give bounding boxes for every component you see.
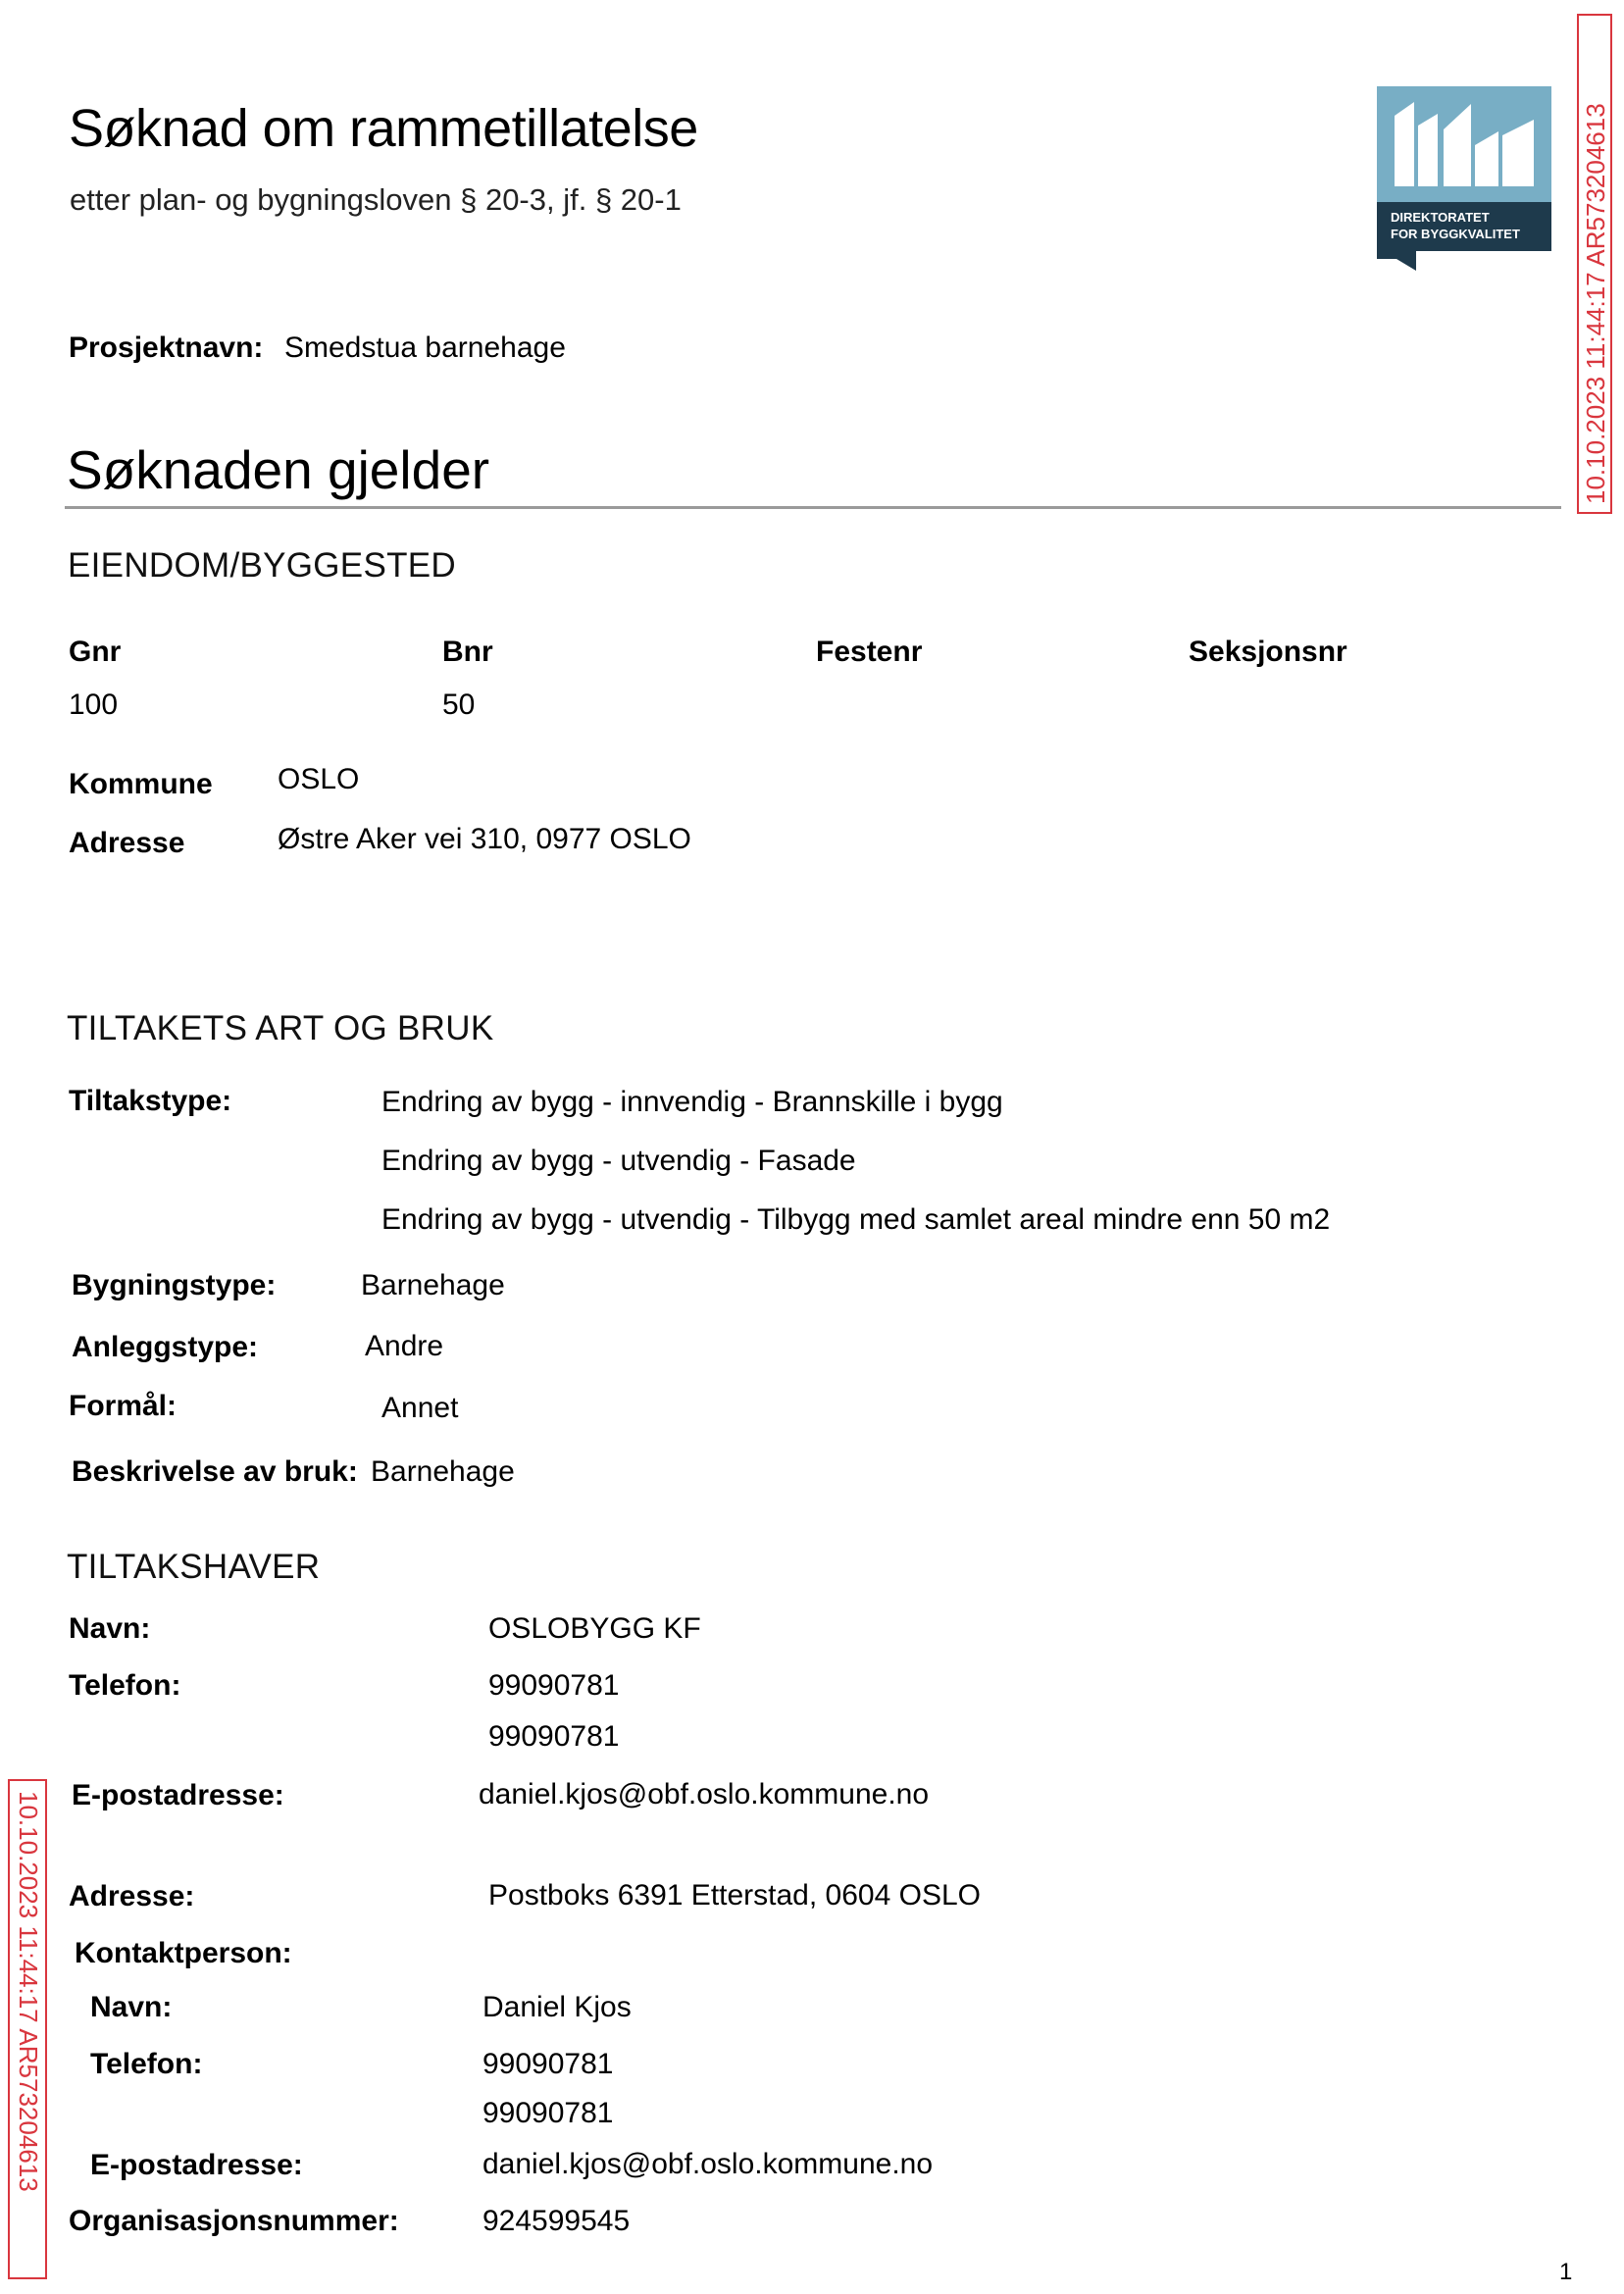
logo-text-line1: DIREKTORATET — [1391, 210, 1490, 225]
tiltakshaver-telefon-label: Telefon: — [69, 1669, 181, 1702]
adresse-label: Adresse — [69, 827, 185, 859]
stamp-top-right-text: 10.10.2023 11:44:17 AR573204613 — [1581, 103, 1610, 504]
formal-value: Annet — [381, 1392, 459, 1424]
anleggstype-value: Andre — [365, 1330, 444, 1362]
tiltakstype-label: Tiltakstype: — [69, 1085, 232, 1117]
tiltakstype-value-2: Endring av bygg - utvendig - Fasade — [381, 1145, 856, 1177]
anleggstype-label: Anleggstype: — [72, 1331, 259, 1363]
direktoratet-logo — [1377, 86, 1551, 277]
tiltakshaver-navn-label: Navn: — [69, 1612, 151, 1645]
beskrivelse-label: Beskrivelse av bruk: — [72, 1455, 358, 1488]
beskrivelse-value: Barnehage — [371, 1455, 515, 1488]
seksjonsnr-header: Seksjonsnr — [1189, 636, 1347, 668]
organisasjonsnummer-value: 924599545 — [482, 2205, 631, 2237]
section-divider — [65, 506, 1561, 509]
organisasjonsnummer-label: Organisasjonsnummer: — [69, 2205, 399, 2237]
bnr-header: Bnr — [442, 636, 493, 668]
bygningstype-value: Barnehage — [361, 1269, 505, 1301]
tiltakstype-value-1: Endring av bygg - innvendig - Brannskille i bygg — [381, 1086, 1003, 1118]
kontakt-telefon-value-1: 99090781 — [482, 2048, 614, 2080]
kontaktperson-label: Kontaktperson: — [75, 1937, 292, 1969]
project-name-label: Prosjektnavn: — [69, 331, 264, 364]
page-number: 1 — [1559, 2259, 1573, 2285]
tiltakshaver-epost-value: daniel.kjos@obf.oslo.kommune.no — [479, 1778, 930, 1810]
bnr-value: 50 — [442, 688, 476, 721]
tiltakshaver-heading: TILTAKSHAVER — [67, 1548, 321, 1586]
project-name-value: Smedstua barnehage — [284, 331, 566, 364]
festenr-header: Festenr — [816, 636, 923, 668]
tiltakshaver-telefon-value-2: 99090781 — [488, 1720, 620, 1753]
section-heading: Søknaden gjelder — [67, 439, 490, 500]
document-title: Søknad om rammetillatelse — [69, 99, 698, 158]
logo-text-line2: FOR BYGGKVALITET — [1391, 227, 1520, 241]
document-subtitle: etter plan- og bygningsloven § 20-3, jf. § 20-1 — [70, 182, 682, 217]
tiltakshaver-adresse-label: Adresse: — [69, 1880, 195, 1912]
eiendom-heading: EIENDOM/BYGGESTED — [68, 546, 456, 585]
bygningstype-label: Bygningstype: — [72, 1269, 277, 1301]
kontakt-epost-value: daniel.kjos@obf.oslo.kommune.no — [482, 2148, 934, 2180]
tiltakshaver-navn-value: OSLOBYGG KF — [488, 1612, 701, 1645]
stamp-bottom-left-text: 10.10.2023 11:44:17 AR573204613 — [14, 1791, 43, 2192]
tiltak-heading: TILTAKETS ART OG BRUK — [67, 1009, 494, 1047]
kommune-value: OSLO — [278, 763, 360, 795]
tiltakstype-value-3: Endring av bygg - utvendig - Tilbygg med samlet areal mindre enn 50 m2 — [381, 1203, 1331, 1236]
kontakt-telefon-value-2: 99090781 — [482, 2097, 614, 2129]
kommune-label: Kommune — [69, 768, 213, 800]
kontakt-epost-label: E-postadresse: — [90, 2149, 303, 2181]
logo-graphic — [1377, 86, 1551, 277]
formal-label: Formål: — [69, 1390, 178, 1422]
gnr-value: 100 — [69, 688, 119, 721]
kontakt-telefon-label: Telefon: — [90, 2048, 203, 2080]
kontakt-navn-label: Navn: — [90, 1991, 173, 2023]
kontakt-navn-value: Daniel Kjos — [482, 1991, 632, 2023]
tiltakshaver-adresse-value: Postboks 6391 Etterstad, 0604 OSLO — [488, 1879, 981, 1912]
gnr-header: Gnr — [69, 636, 122, 668]
tiltakshaver-epost-label: E-postadresse: — [72, 1779, 284, 1811]
adresse-value: Østre Aker vei 310, 0977 OSLO — [278, 823, 691, 855]
tiltakshaver-telefon-value-1: 99090781 — [488, 1669, 620, 1702]
